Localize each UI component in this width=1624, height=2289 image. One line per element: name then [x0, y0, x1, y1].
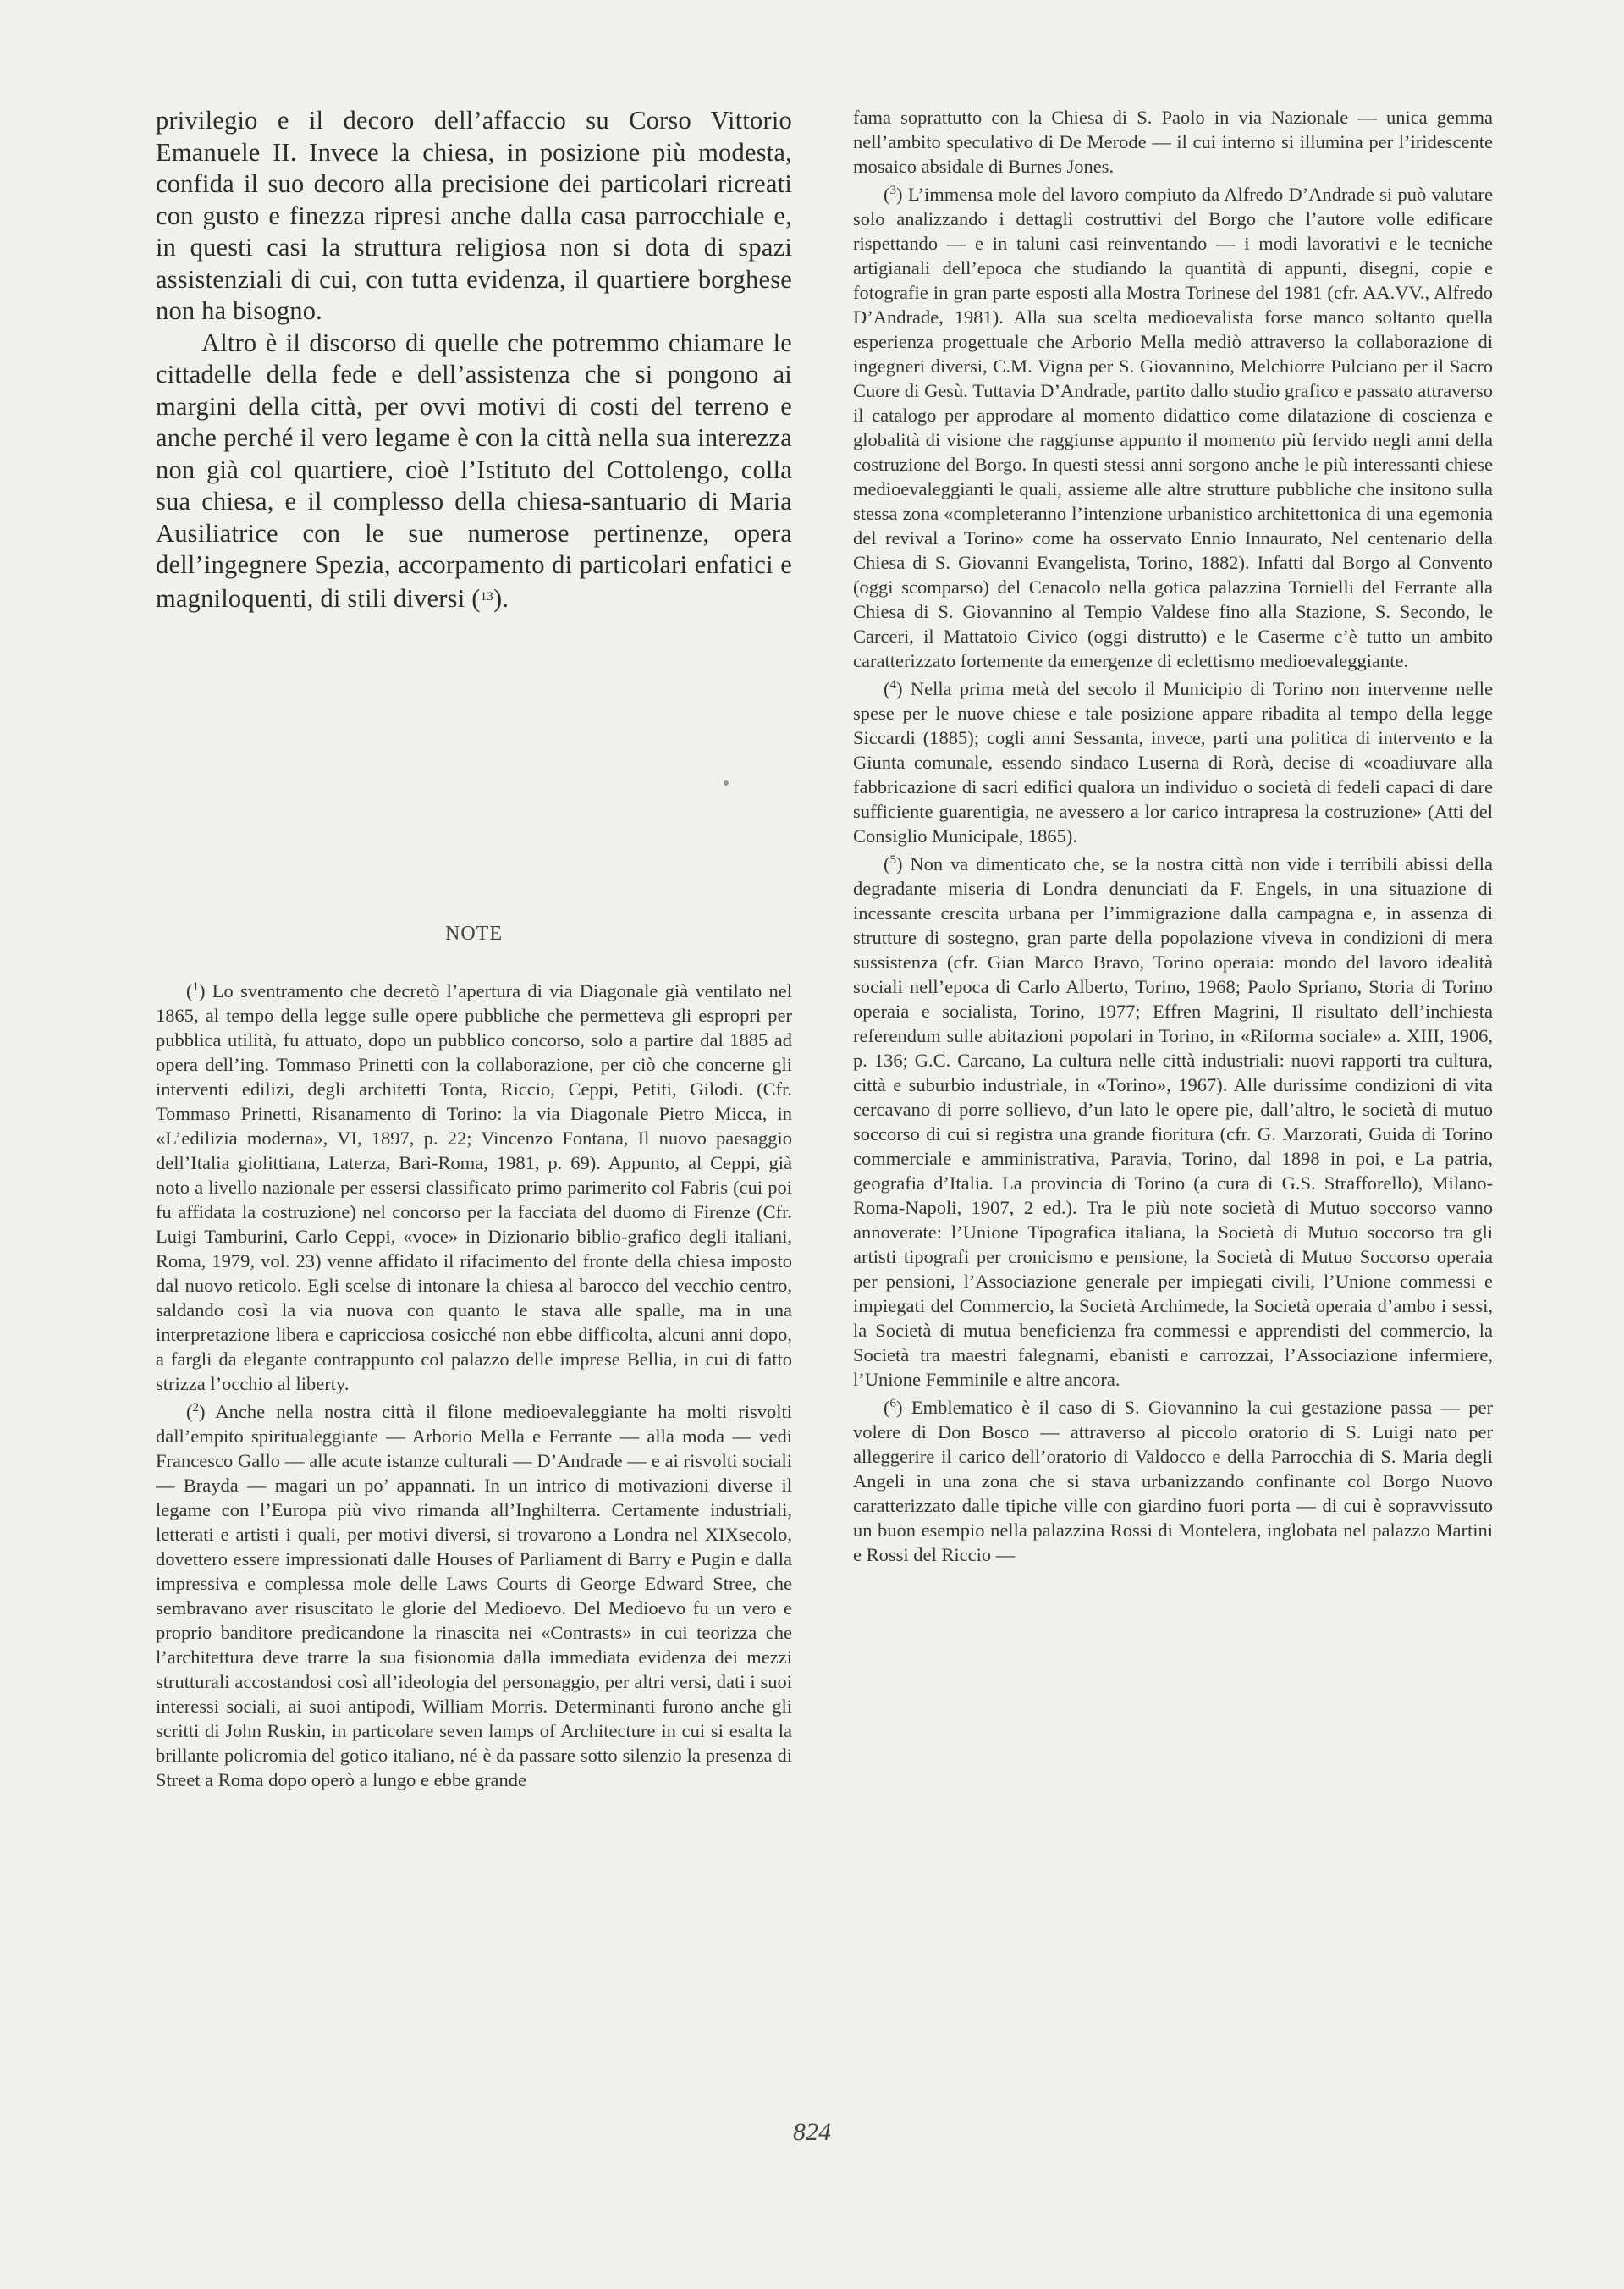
note-4: ($^4$) Nella prima metà del secolo il Municipio di Torino non intervenne nelle spese per le nuove chiese e tale posizione appare ribadita al tempo della legge Siccardi (1885); cogli anni Sessanta, invece, parti una politica di intervento e la Giunta comunale, essendo sindaco Luserna di Rorà, decise di «coadiuvare alla fabbricazione di sacri edifici qualora un individuo o società di fedeli capaci di dare sufficiente guarentigia, ne avessero a lor carico intrapresa la costruzione» (Atti del Consiglio Municipale, 1865).	[853, 678, 1493, 847]
note-5-number: 5	[889, 853, 896, 867]
main-paragraph-2-end: ).	[493, 583, 509, 613]
footnote-ref-13: 13	[480, 589, 493, 604]
main-text-column	[156, 105, 792, 615]
stray-mark	[724, 780, 729, 786]
note-2-text: Anche nella nostra città il filone medioevaleggiante ha molti risvolti dall’empito spiritualeggiante — Arborio Mella e Ferrante — alla moda — vedi Francesco Gallo — alle acute istanze culturali — D’Andrade — e ai risvolti sociali — Brayda — magari un po’ appannati. In un intrico di motivazioni diverse il legame con l’Europa più vivo rimanda all’Inghilterra. Certamente industriali, letterati e artisti i quali, per motivi diversi, si trovarono a Londra nel XIXsecolo, dovettero essere impressionati dalle Houses of Parliament di Barry e Pugin e dalla impressiva e complessa mole delle Laws Courts di George Edward Stree, che sembravano aver risuscitato le glorie del Medioevo. Del Medioevo fu un vero e proprio banditore predicandone la rinascita nei «Contrasts» in cui teorizza che l’architettura deve trarre la sua fisionomia dalla immediata evidenza dei mezzi strutturali accostandosi così all’ideologia del personaggio, per altri versi, dati i suoi interessi sociali, ai suoi antipodi, William Morris. Determinanti furono anche gli scritti di John Ruskin, in particolare seven lamps of Architecture in cui si esalta la brillante policromia del gotico italiano, né è da passare sotto silenzio la presenza di Street a Roma dopo operò a lungo e ebbe grande	[156, 1401, 792, 1790]
notes-right-column	[853, 105, 1493, 1567]
note-3: ($^3$) L’immensa mole del lavoro compiuto da Alfredo D’Andrade si può valutare solo analizzando i dettagli costruttivi del Borgo che l’autore volle edificare rispettando — e in taluni casi reinventando — i modi lavorativi e le tecniche artigianali dell’epoca che studiando la quantità di appunti, disegni, copie e fotografie in gran parte esposti alla Mostra Torinese del 1981 (cfr. AA.VV., Alfredo D’Andrade, 1981). Alla sua scelta medioevalista forse manco soltanto quella esperienza progettuale che Arborio Mella mediò attraverso la collaborazione di ingegneri diversi, C.M. Vigna per S. Giovannino, Melchiorre Pulciano per il Sacro Cuore di Gesù. Tuttavia D’Andrade, partito dallo studio grafico e passato attraverso il catalogo per approdare al momento didattico come dilatazione di coscienza e globalità di visione che raggiunse appunto il momento più fervido negli anni della costruzione del Borgo. In questi stessi anni sorgono anche le più interessanti chiese medioevaleggianti le quali, assieme alle altre strutture pubbliche che insitono sulla stessa zona «completeranno l’intenzione urbanistico architettonica di una egemonia del revival a Torino» come ha osservato Ennio Innaurato, Nel centenario della Chiesa di S. Giovanni Evangelista, Torino, 1882). Infatti dal Borgo al Convento (oggi scomparso) del Cenacolo nella gotica palazzina Tornielli del Ferrante alla Chiesa di S. Giovannino al Tempio Valdese fino alla Stazione, S. Secondo, le Carceri, il Mattatoio Civico (oggi distrutto) e le Caserme c’è tutto un ambito caratterizzato fortemente da emergenze di eclettismo medioevaleggiante.	[853, 184, 1493, 671]
note-6-number: 6	[889, 1397, 896, 1410]
note-6: ($^6$) Emblematico è il caso di S. Giovannino la cui gestazione passa — per volere di Don Bosco — attraverso al piccolo oratorio di S. Luigi nato per alleggerire il carico dell’oratorio di Valdocco e della Parrocchia di S. Maria degli Angeli in una zona che si stava urbanizzando confinante col Borgo Nuovo caratterizzato dalle tipiche ville con giardino fuori porta — di cui è sopravvissuto un buon esempio nella palazzina Rossi di Montelera, inglobata nel palazzo Martini e Rossi del Riccio —	[853, 1397, 1493, 1565]
notes-left-column	[156, 975, 792, 1792]
note-5-text: Non va dimenticato che, se la nostra città non vide i terribili abissi della degradante miseria di Londra denunciati da F. Engels, in una situazione di incessante crescita urbana per l’immigrazione dalla campagna e, in assenza di strutture di sostegno, gran parte della popolazione viveva in condizioni di mera sussistenza (cfr. Gian Marco Bravo, Torino operaia: mondo del lavoro idealità sociali nell’epoca di Carlo Alberto, Torino, 1968; Paolo Spriano, Storia di Torino operaia e socialista, Torino, 1977; Effren Magrini, Il risultato dell’inchiesta referendum sulle abitazioni popolari in Torino, in «Riforma sociale» a. XIII, 1906, p. 136; G.C. Carcano, La cultura nelle città industriali: nuovi rapporti tra cultura, città e suburbio industriale, in «Torino», 1967). Alle durissime condizioni di vita cercavano di porre sollievo, d’un lato le opere pie, dall’altro, le società di mutuo soccorso di cui si registra una grande fioritura (cfr. G. Marzorati, Guida di Torino commerciale e amministrativa, Paravia, Torino, dal 1898 in poi, e La patria, geografia d’Italia. La provincia di Torino (a cura di G.S. Strafforello), Milano-Roma-Napoli, 1907, 2 ed.). Tra le più note società di Mutuo soccorso vanno annoverate: l’Unione Tipografica italiana, la Società di Mutuo soccorso tra gli artisti tipografi per cronicismo e pensione, la Società di Mutuo Soccorso operaia per pensioni, l’Associazione generale per impiegati civili, l’Unione commessi e impiegati del Commercio, la Società Archimede, la Società operaia d’ambo i sessi, la Società di mutua beneficienza fra commessi e apprendisti del commercio, la Società tra maestri falegnami, ebanisti e carrozzai, l’Associazione infermiere, l’Unione Femminile e altre ancora.	[853, 853, 1493, 1390]
note-2-continued: fama soprattutto con la Chiesa di S. Paolo in via Nazionale — unica gemma nell’ambito speculativo di De Merode — il cui interno si illumina per l’iridescente mosaico absidale di Burnes Jones.	[853, 107, 1493, 177]
page-number: 824	[793, 2118, 831, 2146]
note-2-number: 2	[192, 1401, 199, 1415]
note-4-number: 4	[889, 678, 896, 692]
note-3-number: 3	[889, 184, 896, 197]
note-6-text: Emblematico è il caso di S. Giovannino la cui gestazione passa — per volere di Don Bosco — attraverso al piccolo oratorio di S. Luigi nato per alleggerire il carico dell’oratorio di Valdocco e della Parrocchia di S. Maria degli Angeli in una zona che si stava urbanizzando confinante col Borgo Nuovo caratterizzato dalle tipiche ville con giardino fuori porta — di cui è sopravvissuto un buon esempio nella palazzina Rossi di Montelera, inglobata nel palazzo Martini e Rossi del Riccio —	[853, 1397, 1493, 1565]
note-1-text: Lo sventramento che decretò l’apertura di via Diagonale già ventilato nel 1865, al tempo della legge sulle opere pubbliche che permetteva gli espropri per pubblica utilità, fu attuato, dopo un pubblico concorso, solo a partire dal 1885 ad opera dell’ing. Tommaso Prinetti con la collaborazione, per ciò che concerne gli interventi edilizi, degli architetti Tonta, Riccio, Ceppi, Petiti, Gilodi. (Cfr. Tommaso Prinetti, Risanamento di Torino: la via Diagonale Pietro Micca, in «L’edilizia moderna», VI, 1897, p. 22; Vincenzo Fontana, Il nuovo paesaggio dell’Italia giolittiana, Laterza, Bari-Roma, 1981, p. 69). Appunto, al Ceppi, già noto a livello nazionale per essersi classificato primo parimerito col Fabris (cui poi fu affidata la costruzione) nel concorso per la facciata del duomo di Firenze (Cfr. Luigi Tamburini, Carlo Ceppi, «voce» in Dizionario biblio-grafico degli italiani, Roma, 1979, vol. 23) venne affidato il rifacimento del fronte della chiesa imposto dal nuovo reticolo. Egli scelse di intonare la chiesa al barocco del vecchio centro, saldando così la via nuova con quanto le stava alle spalle, ma in una interpretazione libera e capricciosa cosicché non ebbe difficolta, alcuni anni dopo, a fargli da elegante contrappunto col palazzo delle imprese Bellia, in cui di fatto strizza l’occhio al liberty.	[156, 980, 792, 1394]
main-paragraph-2	[156, 328, 792, 615]
note-3-text: L’immensa mole del lavoro compiuto da Alfredo D’Andrade si può valutare solo analizzando i dettagli costruttivi del Borgo che l’autore volle edificare rispettando — e in taluni casi reinventando — i modi lavorativi e le tecniche artigianali dell’epoca che studiando la quantità di appunti, disegni, copie e fotografie in gran parte esposti alla Mostra Torinese del 1981 (cfr. AA.VV., Alfredo D’Andrade, 1981). Alla sua scelta medioevalista forse manco soltanto quella esperienza progettuale che Arborio Mella mediò attraverso la collaborazione di ingegneri diversi, C.M. Vigna per S. Giovannino, Melchiorre Pulciano per il Sacro Cuore di Gesù. Tuttavia D’Andrade, partito dallo studio grafico e passato attraverso il catalogo per approdare al momento didattico come dilatazione di coscienza e globalità di visione che raggiunse appunto il momento più fervido negli anni della costruzione del Borgo. In questi stessi anni sorgono anche le più interessanti chiese medioevaleggianti le quali, assieme alle altre strutture pubbliche che insitono sulla stessa zona «completeranno l’intenzione urbanistico architettonica di una egemonia del revival a Torino» come ha osservato Ennio Innaurato, Nel centenario della Chiesa di S. Giovanni Evangelista, Torino, 1882). Infatti dal Borgo al Convento (oggi scomparso) del Cenacolo nella gotica palazzina Tornielli del Ferrante alla Chiesa di S. Giovannino al Tempio Valdese fino alla Stazione, S. Secondo, le Carceri, il Mattatoio Civico (oggi distrutto) e le Caserme c’è tutto un ambito caratterizzato fortemente da emergenze di eclettismo medioevaleggiante.	[853, 184, 1493, 671]
note-4-text: Nella prima metà del secolo il Municipio di Torino non intervenne nelle spese per le nuove chiese e tale posizione appare ribadita al tempo della legge Siccardi (1885); cogli anni Sessanta, invece, parti una politica di intervento e la Giunta comunale, essendo sindaco Luserna di Rorà, decise di «coadiuvare alla fabbricazione di sacri edifici qualora un individuo o società di fedeli capaci di dare sufficiente guarentigia, ne avessero a lor carico intrapresa la costruzione» (Atti del Consiglio Municipale, 1865).	[853, 678, 1493, 847]
note-5: ($^5$) Non va dimenticato che, se la nostra città non vide i terribili abissi della degradante miseria di Londra denunciati da F. Engels, in una situazione di incessante crescita urbana per l’immigrazione dalla campagna e, in assenza di strutture di sostegno, gran parte della popolazione viveva in condizioni di mera sussistenza (cfr. Gian Marco Bravo, Torino operaia: mondo del lavoro idealità sociali nell’epoca di Carlo Alberto, Torino, 1968; Paolo Spriano, Storia di Torino operaia e socialista, Torino, 1977; Effren Magrini, Il risultato dell’inchiesta referendum sulle abitazioni popolari in Torino, in «Riforma sociale» a. XIII, 1906, p. 136; G.C. Carcano, La cultura nelle città industriali: nuovi rapporti tra cultura, città e suburbio industriale, in «Torino», 1967). Alle durissime condizioni di vita cercavano di porre sollievo, d’un lato le opere pie, dall’altro, le società di mutuo soccorso di cui si registra una grande fioritura (cfr. G. Marzorati, Guida di Torino commerciale e amministrativa, Paravia, Torino, dal 1898 in poi, e La patria, geografia d’Italia. La provincia di Torino (a cura di G.S. Strafforello), Milano-Roma-Napoli, 1907, 2 ed.). Tra le più note società di Mutuo soccorso vanno annoverate: l’Unione Tipografica italiana, la Società di Mutuo soccorso tra gli artisti tipografi per cronicismo e pensione, la Società di Mutuo Soccorso operaia per pensioni, l’Associazione generale per impiegati civili, l’Unione commessi e impiegati del Commercio, la Società Archimede, la Società operaia d’ambo i sessi, la Società di mutua beneficienza fra commessi e apprendisti del commercio, la Società tra maestri falegnami, ebanisti e carrozzai, l’Associazione infermiere, l’Unione Femminile e altre ancora.	[853, 853, 1493, 1390]
note-2: ($^2$) Anche nella nostra città il filone medioevaleggiante ha molti risvolti dall’empito spiritualeggiante — Arborio Mella e Ferrante — alla moda — vedi Francesco Gallo — alle acute istanze culturali — D’Andrade — e ai risvolti sociali — Brayda — magari un po’ appannati. In un intrico di motivazioni diverse il legame con l’Europa più vivo rimanda all’Inghilterra. Certamente industriali, letterati e artisti i quali, per motivi diversi, si trovarono a Londra nel XIXsecolo, dovettero essere impressionati dalle Houses of Parliament di Barry e Pugin e dalla impressiva e complessa mole delle Laws Courts di George Edward Stree, che sembravano aver risuscitato le glorie del Medioevo. Del Medioevo fu un vero e proprio banditore predicandone la rinascita nei «Contrasts» in cui teorizza che l’architettura deve trarre la sua fisionomia dalla immediata evidenza dei mezzi strutturali accostandosi così all’ideologia del personaggio, per altri versi, dati i suoi interessi sociali, ai suoi antipodi, William Morris. Determinanti furono anche gli scritti di John Ruskin, in particolare seven lamps of Architecture in cui si esalta la brillante policromia del gotico italiano, né è da passare sotto silenzio la presenza di Street a Roma dopo operò a lungo e ebbe grande	[156, 1401, 792, 1790]
notes-heading: NOTE	[445, 923, 503, 945]
note-1: ($^1$) Lo sventramento che decretò l’apertura di via Diagonale già ventilato nel 1865, al tempo della legge sulle opere pubbliche che permetteva gli espropri per pubblica utilità, fu attuato, dopo un pubblico concorso, solo a partire dal 1885 ad opera dell’ing. Tommaso Prinetti con la collaborazione, per ciò che concerne gli interventi edilizi, degli architetti Tonta, Riccio, Ceppi, Petiti, Gilodi. (Cfr. Tommaso Prinetti, Risanamento di Torino: la via Diagonale Pietro Micca, in «L’edilizia moderna», VI, 1897, p. 22; Vincenzo Fontana, Il nuovo paesaggio dell’Italia giolittiana, Laterza, Bari-Roma, 1981, p. 69). Appunto, al Ceppi, già noto a livello nazionale per essersi classificato primo parimerito col Fabris (cui poi fu affidata la costruzione) nel concorso per la facciata del duomo di Firenze (Cfr. Luigi Tamburini, Carlo Ceppi, «voce» in Dizionario biblio-grafico degli italiani, Roma, 1979, vol. 23) venne affidato il rifacimento del fronte della chiesa imposto dal nuovo reticolo. Egli scelse di intonare la chiesa al barocco del vecchio centro, saldando così la via nuova con quanto le stava alle spalle, ma in una interpretazione libera e capricciosa cosicché non ebbe difficolta, alcuni anni dopo, a fargli da elegante contrappunto col palazzo delle imprese Bellia, in cui di fatto strizza l’occhio al liberty.	[156, 980, 792, 1394]
note-1-number: 1	[192, 980, 199, 994]
main-paragraph-2-text: Altro è il discorso di quelle che potremmo chiamare le cittadelle della fede e dell’assistenza che si pongono ai margini della città, per ovvi motivi di costi del terreno e anche perché il vero legame è con la città nella sua interezza non già col quartiere, cioè l’Istituto del Cottolengo, colla sua chiesa, e il complesso della chiesa-santuario di Maria Ausiliatrice con le sue numerose pertinenze, opera dell’ingegnere Spezia, accorpamento di particolari enfatici e magniloquenti, di stili diversi (	[156, 328, 792, 613]
main-paragraph-1: privilegio e il decoro dell’affaccio su Corso Vittorio Emanuele II. Invece la chiesa, in posizione più modesta, confida il suo decoro alla precisione dei particolari ricreati con gusto e finezza ripresi anche dalla casa parrocchiale e, in questi casi la struttura religiosa non si dota di spazi assistenziali di cui, con tutta evidenza, il quartiere borghese non ha bisogno.	[156, 106, 792, 325]
